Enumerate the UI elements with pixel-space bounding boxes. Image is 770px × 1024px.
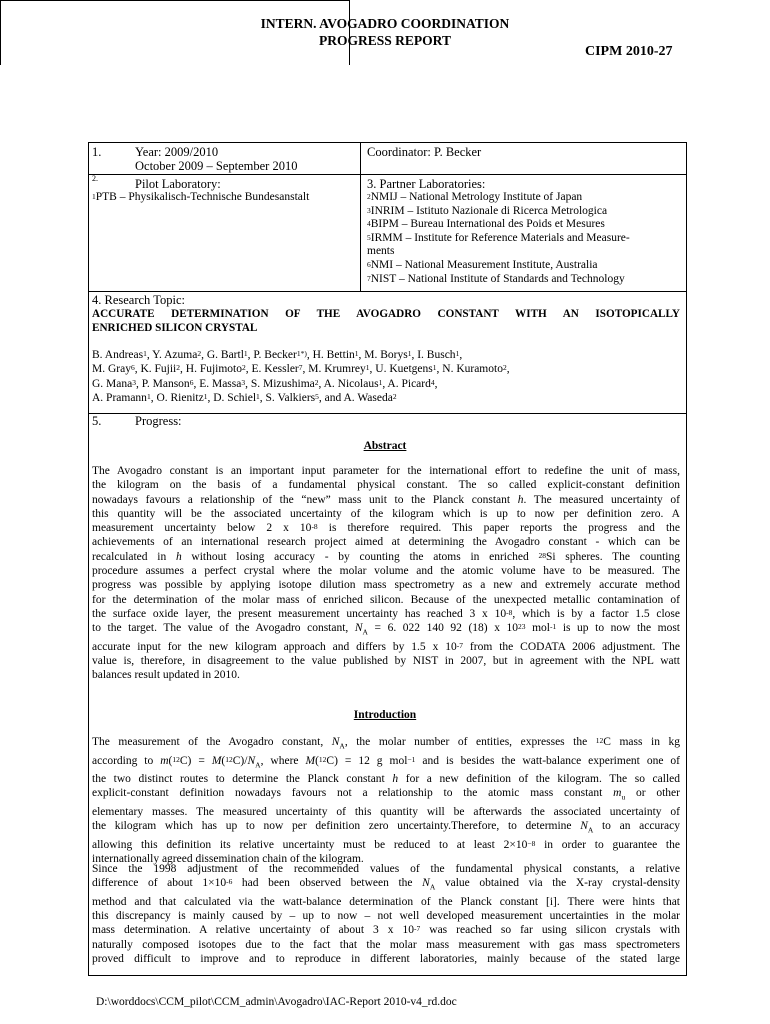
partner-lab-item: $^7$NIST – National Institute of Standards and Technology [367, 272, 625, 285]
document-id: CIPM 2010-27 [585, 44, 673, 59]
report-period: October 2009 – September 2010 [135, 159, 298, 173]
introduction-line: The measurement of the Avogadro constant, $N_A$, the molar number of entities, expresses the $^{12}$C mass in kg [92, 736, 681, 751]
introduction-line: naturally composed isotopes due to the fact that the molar mass measurement with gas mass spectrometers [92, 938, 680, 951]
author-line: A. Pramann$^1$, O. Rienitz$^1$, D. Schiel$^1$, S. Valkiers$^5$, and A. Waseda$^2$ [92, 391, 397, 404]
introduction-paragraph-1 [92, 735, 680, 867]
partner-lab-item: $^5$IRMM – Institute for Reference Materials and Measure- [367, 231, 630, 244]
introduction-paragraph-2 [92, 862, 680, 966]
year-label: Year: 2009/2010 [135, 145, 219, 159]
abstract-line: The Avogadro constant is an important input parameter for the international effort to redefine the unit of mass, [92, 465, 680, 477]
introduction-line: difference of about $1\times 10^{-6}$ had been observed between the $N_A$ value obtained via the X-ray crystal-density [92, 877, 680, 892]
abstract-paragraph [92, 464, 680, 683]
item-1-number: 1. [92, 145, 102, 159]
abstract-line: nowadays favours a relationship of the “new” mass unit to the Planck constant h. The measured uncertainty of [92, 493, 680, 506]
abstract-line: accurate input for the new kilogram approach and differs by 1.5 x $10^{-7}$ from the CODATA 2006 adjustment. The [92, 640, 680, 653]
column-divider [360, 142, 361, 291]
abstract-line: progress was possible by applying isotope dilution mass spectrometry as a new and extremely accurate method [92, 579, 680, 592]
research-topic-line-2: ENRICHED SILICON CRYSTAL [92, 322, 258, 334]
partner-labs-title: 3. Partner Laboratories: [367, 177, 486, 191]
abstract-line: recalculated in h without losing accuracy - by counting the atoms in enriched $^{28}$Si spheres. The counting [92, 550, 681, 563]
row-divider-1 [88, 174, 686, 175]
introduction-line: this discrepancy is mainly caused by – up to now – not well developed measurement uncertainties in the molar [92, 910, 680, 923]
abstract-line: this quantity will be the associated uncertainty of the kilogram which is up to now per definition zero. A [92, 507, 680, 520]
partner-lab-item: ments [367, 245, 395, 258]
introduction-line: elementary masses. The measured uncertainty of this quantity will be afterwards the associated uncertainty of [92, 806, 680, 819]
introduction-line: explicit-constant definition nowadays favours not a relationship to the atomic mass constant $m_u$ or other [92, 787, 680, 802]
introduction-line: Since the 1998 adjustment of the recommended values of the fundamental physical constants, a relative [92, 863, 680, 875]
introduction-line: internationally agreed dissemination chain of the kilogram. [92, 853, 364, 866]
partner-lab-item: $^6$NMI – National Measurement Institute, Australia [367, 258, 598, 271]
partner-labs-list [367, 191, 682, 286]
author-line: M. Gray$^6$, K. Fujii$^2$, H. Fujimoto$^2$, E. Kessler$^7$, M. Krumrey$^1$, U. Kuetgens$^1$, N. Kuramoto$^2$, [92, 363, 510, 376]
partner-lab-item: $^2$NMIJ – National Metrology Institute of Japan [367, 191, 583, 203]
abstract-line: achievements of an international research project aimed at determining the Avogadro constant - which can be [92, 536, 680, 549]
item-5-number: 5. [92, 414, 102, 428]
introduction-line: the two distinct routes to determine the Planck constant h for a new definition of the kilogram. The so called [92, 773, 681, 786]
abstract-line: procedure assumes a perfect crystal where the molar volume and the atomic volume have to be measured. The [92, 565, 680, 578]
abstract-line: value is, therefore, in disagreement to the value published by NIST in 2007, but in agreement with the NPL watt [92, 655, 680, 668]
author-list [92, 348, 510, 405]
title-box [0, 0, 510, 65]
abstract-heading: Abstract [363, 440, 407, 452]
file-path-footer: D:\worddocs\CCM_pilot\CCM_admin\Avogadro\IAC-Report 2010-v4_rd.doc [96, 996, 457, 1008]
pilot-lab: $^1$PTB – Physikalisch-Technische Bundesanstalt [92, 191, 310, 203]
item-2-number: 2. [92, 174, 98, 183]
introduction-line: method and that calculated via the watt-balance determination of the Planck constant [i]. There were hints that [92, 895, 680, 908]
introduction-line: allowing this definition its relative uncertainty must be reduced to at least $2\times 10^{-8}$ in order to guarantee the [92, 838, 680, 851]
research-topic-line-1: ACCURATE DETERMINATION OF THE AVOGADRO CONSTANT WITH AN ISOTOPICALLY [92, 308, 680, 320]
report-title-line-2: PROGRESS REPORT [319, 33, 451, 48]
author-line: B. Andreas$^1$, Y. Azuma$^2$, G. Bartl$^1$, P. Becker$^{1*)}$, H. Bettin$^1$, M. Borys$^1$, I. Busch$^1$, [92, 349, 463, 361]
abstract-line: balances result updated in 2010. [92, 669, 240, 682]
abstract-line: to the target. The value of the Avogadro constant, $N_A = 6$. 022 140 92 (18) x $10^{23}$ mol$^{-1}$ is up to now the most [92, 622, 680, 637]
research-topic-label: 4. Research Topic: [92, 293, 185, 307]
introduction-line: proved difficult to improve and to reproduce in different laboratories, mainly because of the stated large [92, 953, 680, 966]
abstract-line: the kilogram on the basis of a fundamental physical constant. The so called explicit-constant definition [92, 479, 680, 492]
coordinator: Coordinator: P. Becker [367, 145, 482, 159]
pilot-label: Pilot Laboratory: [135, 177, 221, 191]
author-line: G. Mana$^3$, P. Manson$^6$, E. Massa$^3$, S. Mizushima$^2$, A. Nicolaus$^1$, A. Picard$^4$, [92, 377, 438, 390]
report-title-line-1: INTERN. AVOGADRO COORDINATION [260, 16, 510, 31]
row-divider-2 [88, 291, 686, 292]
introduction-heading: Introduction [353, 709, 417, 721]
introduction-line: the kilogram which has up to now per definition zero uncertainty.Therefore, to determine $N_A$ to an accuracy [92, 820, 680, 835]
abstract-line: the surface oxide layer, the present measurement uncertainty has reached 3 x $10^{-8}$, which is by a factor 1.5 close [92, 607, 680, 620]
progress-label: Progress: [135, 414, 182, 428]
abstract-line: for the determination of the molar mass of enriched silicon. Because of the unexpected metallic contamination of [92, 593, 680, 606]
introduction-line: according to $m(^{12}C) = M(^{12}C)/N_A$, where M($^{12}$C) = 12 g mol$^{-1}$ and is besides the watt-balance experiment one of [92, 754, 680, 769]
partner-lab-item: $^4$BIPM – Bureau International des Poids et Mesures [367, 218, 605, 231]
introduction-line: mass determination. A relative uncertainty of about 3 x $10^{-7}$ was reached so far using silicon crystals with [92, 924, 680, 937]
partner-lab-item: $^3$INRIM – Istituto Nazionale di Ricerca Metrologica [367, 204, 608, 217]
abstract-line: measurement uncertainty below 2 x $10^{-8}$ is therefore required. This paper reports the progress and the [92, 522, 681, 535]
